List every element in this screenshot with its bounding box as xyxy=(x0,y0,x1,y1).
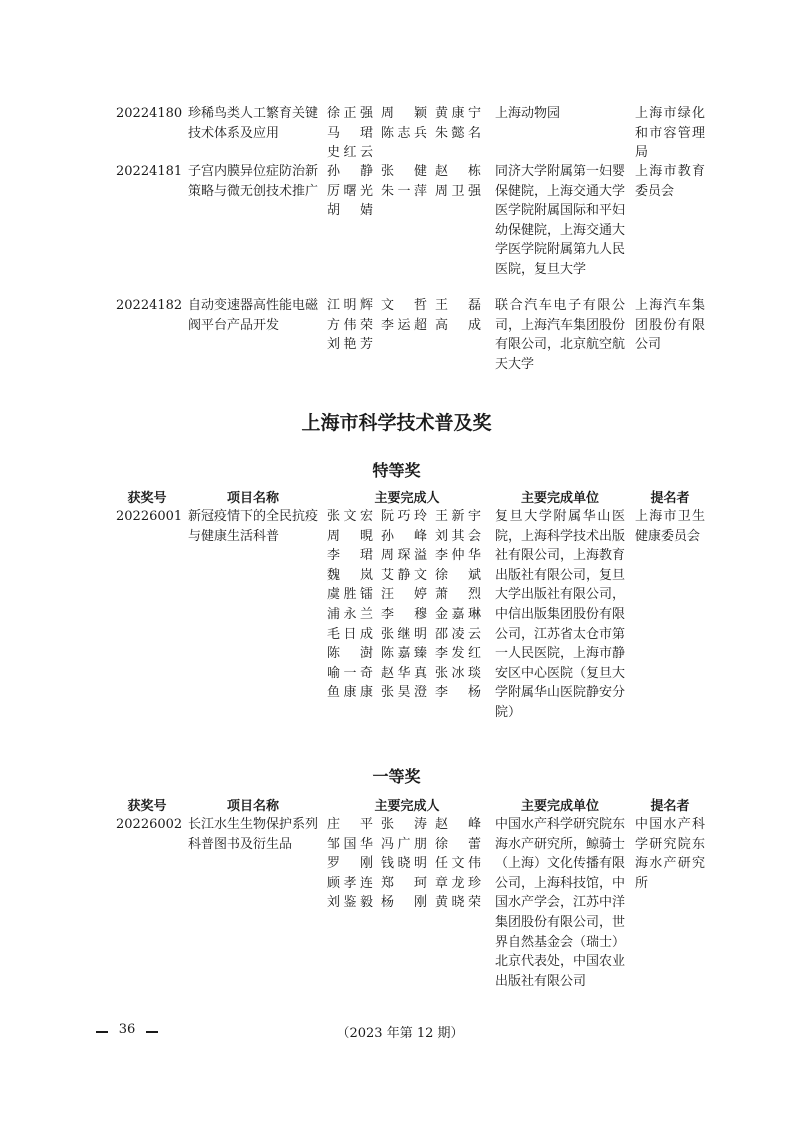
person-name: 邵凌云 xyxy=(435,626,481,642)
header-nominator: 提名者 xyxy=(650,799,690,814)
person-name: 张 健 xyxy=(381,164,427,179)
header-project-name: 项目名称 xyxy=(226,799,279,814)
footer-dash-left xyxy=(96,1031,108,1033)
people-list xyxy=(327,507,487,703)
person-name: 章龙珍 xyxy=(435,875,481,891)
person-name: 顾孝连 xyxy=(327,875,373,891)
person-name: 文 哲 xyxy=(381,298,427,313)
award-number: 20224181 xyxy=(116,164,183,179)
people-list xyxy=(327,815,487,913)
units: 复旦大学附属华山医院，上海科学技术出版社有限公司，上海教育出版社有限公司，复旦大学出版社有限公司，中信出版集团股份有限公司，江苏省太仓市第一人民医院，上海市静安区中心医院（复旦大学附属华山医院静安分院） xyxy=(495,509,626,720)
person-name: 徐正强 xyxy=(327,106,373,121)
units: 联合汽车电子有限公司，上海汽车集团股份有限公司，北京航空航天大学 xyxy=(495,298,626,372)
nominator: 上海市教育委员会 xyxy=(635,164,705,199)
person-name: 喻一奇 xyxy=(327,665,373,681)
first-prize-title: 一等奖 xyxy=(372,767,421,786)
person-name: 徐 斌 xyxy=(435,567,481,583)
person-name: 陈 澍 xyxy=(327,646,373,662)
award-number: 20226001 xyxy=(116,509,183,524)
person-name: 刘艳芳 xyxy=(327,337,373,353)
person-name: 高 成 xyxy=(435,317,481,333)
footer-dash-right xyxy=(146,1031,158,1033)
person-name: 王新宇 xyxy=(435,509,481,524)
person-name: 黄晓荣 xyxy=(435,895,481,911)
person-name: 庄 平 xyxy=(327,817,373,832)
person-name: 魏 岚 xyxy=(327,567,373,583)
person-name: 方伟荣 xyxy=(327,317,373,333)
person-name: 罗 刚 xyxy=(327,856,373,872)
special-prize-title: 特等奖 xyxy=(372,461,421,480)
header-units: 主要完成单位 xyxy=(520,491,599,506)
person-name: 陈志兵 xyxy=(381,125,427,141)
person-name: 李 穆 xyxy=(381,606,427,622)
project-name: 珍稀鸟类人工繁育关键技术体系及应用 xyxy=(188,106,319,141)
person-name: 浦永兰 xyxy=(327,606,373,622)
person-name: 陈嘉臻 xyxy=(381,646,427,662)
person-name: 朱一萍 xyxy=(381,183,427,199)
header-people: 主要完成人 xyxy=(374,799,440,814)
person-name: 赵 峰 xyxy=(435,817,481,832)
person-name: 周 晛 xyxy=(327,528,373,544)
people-list xyxy=(327,104,487,163)
person-name: 赵 栋 xyxy=(435,164,481,179)
person-name: 张冰琰 xyxy=(435,665,481,681)
person-name: 孙 峰 xyxy=(381,528,427,544)
award-number: 20226002 xyxy=(116,817,183,832)
issue-label: （2023 年第 12 期） xyxy=(336,1026,464,1041)
person-name: 周琛溢 xyxy=(381,548,427,564)
person-name: 萧 烈 xyxy=(435,587,481,603)
award-number: 20224180 xyxy=(116,106,183,121)
person-name: 张昊澄 xyxy=(381,685,427,701)
header-nominator: 提名者 xyxy=(650,491,690,506)
person-name: 朱懿名 xyxy=(435,125,481,141)
nominator: 上海市卫生健康委员会 xyxy=(635,509,705,544)
person-name: 李 杨 xyxy=(435,685,481,701)
person-name: 任文伟 xyxy=(435,856,481,872)
person-name: 张继明 xyxy=(381,626,427,642)
person-name: 周卫强 xyxy=(435,183,481,199)
section-title: 上海市科学技术普及奖 xyxy=(301,412,492,434)
person-name: 周 颖 xyxy=(381,106,427,121)
person-name: 徐 蕾 xyxy=(435,836,481,852)
project-name: 自动变速器高性能电磁阀平台产品开发 xyxy=(188,298,319,333)
person-name: 李仲华 xyxy=(435,548,481,564)
person-name: 厉曙光 xyxy=(327,183,373,199)
person-name: 郑 珂 xyxy=(381,875,427,891)
person-name: 金嘉琳 xyxy=(435,606,481,622)
person-name: 李运超 xyxy=(381,317,427,333)
person-name: 刘其会 xyxy=(435,528,481,544)
person-name: 赵华真 xyxy=(381,665,427,681)
header-award-number: 获奖号 xyxy=(127,491,167,506)
person-name: 李发红 xyxy=(435,646,481,662)
person-name: 王 磊 xyxy=(435,298,481,313)
person-name: 马 珺 xyxy=(327,125,373,141)
person-name: 汪 婷 xyxy=(381,587,427,603)
project-name: 子宫内膜异位症防治新策略与微无创技术推广 xyxy=(188,164,319,199)
person-name: 毛日成 xyxy=(327,626,373,642)
person-name: 张文宏 xyxy=(327,509,373,524)
person-name: 张 涛 xyxy=(381,817,427,832)
person-name: 冯广朋 xyxy=(381,836,427,852)
award-number: 20224182 xyxy=(116,298,183,313)
people-list xyxy=(327,296,487,355)
people-list xyxy=(327,162,487,221)
person-name: 邹国华 xyxy=(327,836,373,852)
units: 同济大学附属第一妇婴保健院，上海交通大学医学院附属国际和平妇幼保健院，上海交通大学医学院附属第九人民医院，复旦大学 xyxy=(495,164,626,277)
person-name: 艾静文 xyxy=(381,567,427,583)
person-name: 阮巧玲 xyxy=(381,509,427,524)
units: 中国水产科学研究院东海水产研究所，鲸骑士（上海）文化传播有限公司，上海科技馆，中国水产学会，江苏中洋集团股份有限公司，世界自然基金会（瑞士）北京代表处，中国农业出版社有限公司 xyxy=(495,817,626,989)
header-award-number: 获奖号 xyxy=(127,799,167,814)
nominator: 上海市绿化和市容管理局 xyxy=(635,106,705,161)
units: 上海动物园 xyxy=(495,106,561,121)
person-name: 史红云 xyxy=(327,145,373,161)
page-number: 36 xyxy=(118,1022,136,1037)
person-name: 虞胜镭 xyxy=(327,587,373,603)
header-people: 主要完成人 xyxy=(374,491,440,506)
person-name: 鱼康康 xyxy=(327,685,373,701)
person-name: 刘鉴毅 xyxy=(327,895,373,911)
person-name: 李 珺 xyxy=(327,548,373,564)
person-name: 江明辉 xyxy=(327,298,373,313)
project-name: 新冠疫情下的全民抗疫与健康生活科普 xyxy=(188,509,319,544)
nominator: 上海汽车集团股份有限公司 xyxy=(635,298,705,353)
nominator: 中国水产科学研究院东海水产研究所 xyxy=(635,817,705,891)
person-name: 黄康宁 xyxy=(435,106,481,121)
person-name: 杨 刚 xyxy=(381,895,427,911)
person-name: 胡 婧 xyxy=(327,203,373,219)
header-project-name: 项目名称 xyxy=(226,491,279,506)
person-name: 孙 静 xyxy=(327,164,373,179)
project-name: 长江水生生物保护系列科普图书及衍生品 xyxy=(188,817,319,852)
person-name: 钱晓明 xyxy=(381,856,427,872)
header-units: 主要完成单位 xyxy=(520,799,599,814)
